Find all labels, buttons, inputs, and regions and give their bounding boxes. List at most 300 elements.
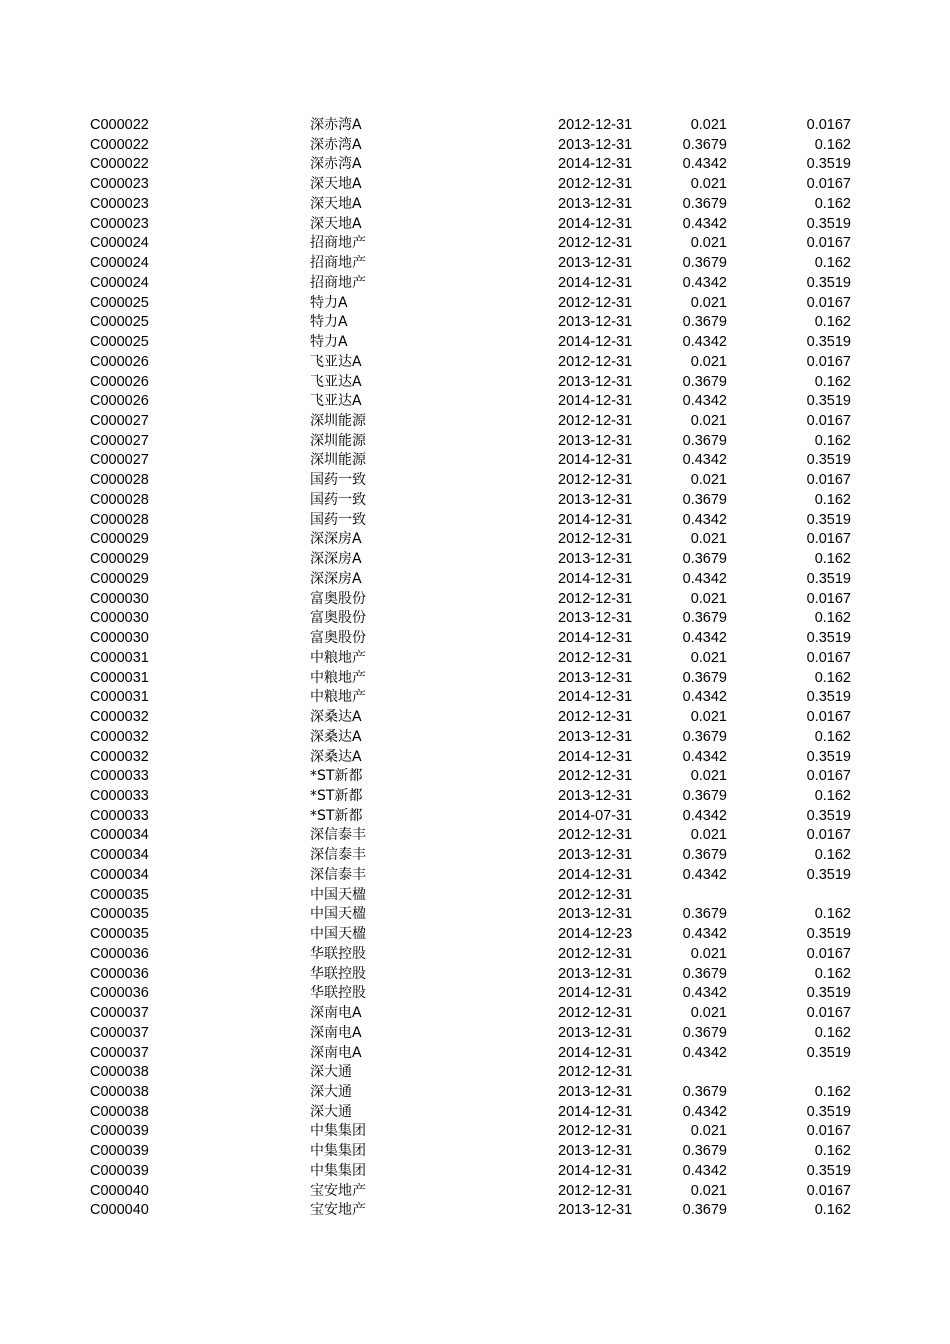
table-row xyxy=(0,1044,950,1064)
value-2-cell: 0.0167 xyxy=(806,827,851,844)
value-1-cell: 0.021 xyxy=(690,472,727,489)
stock-name-cell: 深桑达A xyxy=(310,748,362,765)
table-row xyxy=(0,294,950,314)
report-date-cell: 2013-12-31 xyxy=(558,787,633,804)
stock-name-cell: *ST新都 xyxy=(310,787,363,804)
value-1-cell: 0.021 xyxy=(690,709,727,726)
value-1-cell: 0.4342 xyxy=(682,689,727,706)
stock-code-cell: C000034 xyxy=(90,847,149,864)
stock-code-cell: C000024 xyxy=(90,235,149,252)
stock-code-cell: C000038 xyxy=(90,1103,149,1120)
value-2-cell: 0.3519 xyxy=(806,393,851,410)
report-date-cell: 2014-12-31 xyxy=(558,689,633,706)
report-date-cell: 2013-12-31 xyxy=(558,432,633,449)
table-row xyxy=(0,905,950,925)
value-1-cell: 0.021 xyxy=(690,590,727,607)
report-date-cell: 2014-12-31 xyxy=(558,748,633,765)
table-row xyxy=(0,866,950,886)
value-2-cell: 0.0167 xyxy=(806,1123,851,1140)
value-1-cell: 0.4342 xyxy=(682,156,727,173)
value-1-cell: 0.4342 xyxy=(682,985,727,1002)
report-date-cell: 2012-12-31 xyxy=(558,768,633,785)
value-1-cell: 0.3679 xyxy=(682,906,727,923)
value-1-cell: 0.4342 xyxy=(682,274,727,291)
table-row xyxy=(0,274,950,294)
value-1-cell: 0.4342 xyxy=(682,570,727,587)
value-2-cell: 0.3519 xyxy=(806,1103,851,1120)
stock-name-cell: 深南电A xyxy=(310,1044,362,1061)
stock-name-cell: 中粮地产 xyxy=(310,649,366,666)
value-1-cell: 0.021 xyxy=(690,649,727,666)
value-1-cell: 0.021 xyxy=(690,176,727,193)
table-row xyxy=(0,1142,950,1162)
table-row xyxy=(0,748,950,768)
value-2-cell: 0.3519 xyxy=(806,630,851,647)
report-date-cell: 2012-12-31 xyxy=(558,649,633,666)
stock-name-cell: 深大通 xyxy=(310,1064,352,1081)
report-date-cell: 2013-12-31 xyxy=(558,906,633,923)
stock-code-cell: C000030 xyxy=(90,590,149,607)
stock-code-cell: C000023 xyxy=(90,176,149,193)
stock-name-cell: 中集集团 xyxy=(310,1162,366,1179)
report-date-cell: 2012-12-31 xyxy=(558,117,633,133)
table-row xyxy=(0,984,950,1004)
report-date-cell: 2014-12-31 xyxy=(558,393,633,410)
stock-code-cell: C000040 xyxy=(90,1182,149,1199)
report-date-cell: 2014-12-31 xyxy=(558,452,633,469)
table-row xyxy=(0,688,950,708)
stock-name-cell: 深桑达A xyxy=(310,709,362,726)
report-date-cell: 2014-12-31 xyxy=(558,570,633,587)
report-date-cell: 2013-12-31 xyxy=(558,551,633,568)
value-2-cell: 0.3519 xyxy=(806,570,851,587)
stock-name-cell: 深深房A xyxy=(310,551,362,568)
value-2-cell: 0.162 xyxy=(814,373,851,390)
value-1-cell: 0.4342 xyxy=(682,1044,727,1061)
value-1-cell: 0.021 xyxy=(690,827,727,844)
stock-name-cell: 深信泰丰 xyxy=(310,866,366,883)
value-1-cell: 0.021 xyxy=(690,1005,727,1022)
stock-name-cell: 特力A xyxy=(310,294,348,311)
value-1-cell: 0.021 xyxy=(690,1182,727,1199)
report-date-cell: 2013-12-31 xyxy=(558,373,633,390)
report-date-cell: 2013-12-31 xyxy=(558,314,633,331)
stock-code-cell: C000037 xyxy=(90,1024,149,1041)
value-2-cell: 0.0167 xyxy=(806,1182,851,1199)
table-row xyxy=(0,353,950,373)
value-1-cell: 0.4342 xyxy=(682,807,727,824)
table-row xyxy=(0,1103,950,1123)
report-date-cell: 2012-12-31 xyxy=(558,945,633,962)
value-1-cell: 0.4342 xyxy=(682,866,727,883)
stock-code-cell: C000029 xyxy=(90,551,149,568)
value-1-cell: 0.4342 xyxy=(682,926,727,943)
value-1-cell: 0.3679 xyxy=(682,1143,727,1160)
stock-name-cell: 富奥股份 xyxy=(310,630,366,647)
table-row xyxy=(0,412,950,432)
value-2-cell: 0.0167 xyxy=(806,1005,851,1022)
stock-code-cell: C000034 xyxy=(90,827,149,844)
stock-name-cell: *ST新都 xyxy=(310,807,363,824)
table-row xyxy=(0,787,950,807)
stock-name-cell: 国药一致 xyxy=(310,491,366,508)
stock-code-cell: C000032 xyxy=(90,728,149,745)
table-row xyxy=(0,1201,950,1221)
table-row xyxy=(0,1024,950,1044)
report-date-cell: 2013-12-31 xyxy=(558,491,633,508)
table-row xyxy=(0,136,950,156)
value-1-cell: 0.4342 xyxy=(682,1103,727,1120)
value-1-cell: 0.021 xyxy=(690,413,727,430)
report-date-cell: 2012-12-31 xyxy=(558,1182,633,1199)
value-1-cell: 0.3679 xyxy=(682,787,727,804)
table-row xyxy=(0,116,950,136)
stock-code-cell: C000026 xyxy=(90,373,149,390)
stock-code-cell: C000033 xyxy=(90,807,149,824)
report-date-cell: 2014-12-31 xyxy=(558,1162,633,1179)
report-date-cell: 2013-12-31 xyxy=(558,255,633,272)
stock-code-cell: C000032 xyxy=(90,709,149,726)
value-1-cell: 0.4342 xyxy=(682,511,727,528)
value-2-cell: 0.3519 xyxy=(806,511,851,528)
value-2-cell: 0.162 xyxy=(814,491,851,508)
stock-name-cell: 国药一致 xyxy=(310,511,366,528)
value-2-cell: 0.3519 xyxy=(806,985,851,1002)
report-date-cell: 2012-12-31 xyxy=(558,1064,633,1081)
data-table xyxy=(0,116,950,1221)
value-1-cell: 0.3679 xyxy=(682,1083,727,1100)
value-2-cell: 0.162 xyxy=(814,1083,851,1100)
value-2-cell: 0.3519 xyxy=(806,807,851,824)
report-date-cell: 2012-12-31 xyxy=(558,827,633,844)
table-row xyxy=(0,333,950,353)
stock-code-cell: C000022 xyxy=(90,156,149,173)
stock-name-cell: 飞亚达A xyxy=(310,373,362,390)
stock-name-cell: 中国天楹 xyxy=(310,886,366,903)
value-1-cell: 0.3679 xyxy=(682,195,727,212)
report-date-cell: 2013-12-31 xyxy=(558,965,633,982)
stock-name-cell: 深圳能源 xyxy=(310,452,366,469)
report-date-cell: 2013-12-31 xyxy=(558,610,633,627)
value-1-cell: 0.3679 xyxy=(682,491,727,508)
stock-name-cell: 宝安地产 xyxy=(310,1182,366,1199)
stock-code-cell: C000031 xyxy=(90,669,149,686)
value-2-cell: 0.0167 xyxy=(806,590,851,607)
value-2-cell: 0.0167 xyxy=(806,353,851,370)
stock-code-cell: C000028 xyxy=(90,491,149,508)
report-date-cell: 2013-12-31 xyxy=(558,195,633,212)
report-date-cell: 2013-12-31 xyxy=(558,1143,633,1160)
stock-code-cell: C000036 xyxy=(90,945,149,962)
value-1-cell: 0.021 xyxy=(690,117,727,133)
stock-code-cell: C000031 xyxy=(90,689,149,706)
table-row xyxy=(0,491,950,511)
stock-code-cell: C000026 xyxy=(90,393,149,410)
value-2-cell: 0.162 xyxy=(814,1202,851,1219)
table-row xyxy=(0,629,950,649)
stock-name-cell: 深大通 xyxy=(310,1103,352,1120)
table-row xyxy=(0,432,950,452)
table-row xyxy=(0,550,950,570)
stock-name-cell: 飞亚达A xyxy=(310,353,362,370)
stock-code-cell: C000027 xyxy=(90,452,149,469)
stock-code-cell: C000035 xyxy=(90,926,149,943)
value-2-cell: 0.0167 xyxy=(806,294,851,311)
stock-name-cell: 宝安地产 xyxy=(310,1202,366,1219)
value-1-cell: 0.021 xyxy=(690,294,727,311)
value-2-cell: 0.0167 xyxy=(806,235,851,252)
value-1-cell: 0.021 xyxy=(690,235,727,252)
stock-code-cell: C000033 xyxy=(90,768,149,785)
stock-name-cell: 招商地产 xyxy=(310,235,366,252)
value-2-cell: 0.162 xyxy=(814,1143,851,1160)
stock-code-cell: C000026 xyxy=(90,353,149,370)
value-2-cell: 0.3519 xyxy=(806,866,851,883)
stock-code-cell: C000037 xyxy=(90,1044,149,1061)
table-row xyxy=(0,649,950,669)
value-1-cell: 0.3679 xyxy=(682,965,727,982)
value-1-cell: 0.4342 xyxy=(682,215,727,232)
table-row xyxy=(0,530,950,550)
value-2-cell: 0.0167 xyxy=(806,117,851,133)
report-date-cell: 2014-12-31 xyxy=(558,985,633,1002)
report-date-cell: 2013-12-31 xyxy=(558,728,633,745)
stock-code-cell: C000037 xyxy=(90,1005,149,1022)
stock-code-cell: C000038 xyxy=(90,1083,149,1100)
table-row xyxy=(0,1063,950,1083)
stock-code-cell: C000029 xyxy=(90,570,149,587)
table-row xyxy=(0,451,950,471)
table-row xyxy=(0,1122,950,1142)
stock-code-cell: C000023 xyxy=(90,195,149,212)
report-date-cell: 2012-12-31 xyxy=(558,176,633,193)
table-row xyxy=(0,234,950,254)
table-row xyxy=(0,254,950,274)
value-2-cell: 0.162 xyxy=(814,906,851,923)
table-row xyxy=(0,767,950,787)
report-date-cell: 2012-12-31 xyxy=(558,531,633,548)
report-date-cell: 2012-12-31 xyxy=(558,353,633,370)
stock-code-cell: C000035 xyxy=(90,906,149,923)
table-row xyxy=(0,886,950,906)
table-row xyxy=(0,313,950,333)
value-1-cell: 0.3679 xyxy=(682,314,727,331)
table-row xyxy=(0,373,950,393)
table-row xyxy=(0,471,950,491)
value-2-cell: 0.0167 xyxy=(806,768,851,785)
report-date-cell: 2013-12-31 xyxy=(558,136,633,153)
value-1-cell: 0.021 xyxy=(690,1123,727,1140)
value-2-cell: 0.162 xyxy=(814,551,851,568)
value-2-cell: 0.162 xyxy=(814,669,851,686)
stock-name-cell: *ST新都 xyxy=(310,768,363,785)
value-2-cell: 0.0167 xyxy=(806,413,851,430)
stock-name-cell: 特力A xyxy=(310,314,348,331)
stock-code-cell: C000022 xyxy=(90,136,149,153)
stock-code-cell: C000035 xyxy=(90,886,149,903)
stock-code-cell: C000029 xyxy=(90,531,149,548)
report-date-cell: 2014-12-31 xyxy=(558,866,633,883)
stock-name-cell: 深圳能源 xyxy=(310,432,366,449)
stock-code-cell: C000030 xyxy=(90,630,149,647)
stock-name-cell: 招商地产 xyxy=(310,255,366,272)
value-2-cell: 0.162 xyxy=(814,136,851,153)
value-1-cell: 0.3679 xyxy=(682,551,727,568)
report-date-cell: 2013-12-31 xyxy=(558,847,633,864)
stock-name-cell: 深信泰丰 xyxy=(310,827,366,844)
stock-code-cell: C000036 xyxy=(90,965,149,982)
stock-code-cell: C000039 xyxy=(90,1162,149,1179)
report-date-cell: 2013-12-31 xyxy=(558,1024,633,1041)
stock-code-cell: C000024 xyxy=(90,274,149,291)
value-1-cell: 0.4342 xyxy=(682,748,727,765)
stock-name-cell: 飞亚达A xyxy=(310,393,362,410)
table-row xyxy=(0,945,950,965)
value-2-cell: 0.0167 xyxy=(806,472,851,489)
stock-name-cell: 特力A xyxy=(310,334,348,351)
stock-code-cell: C000031 xyxy=(90,649,149,666)
value-1-cell: 0.3679 xyxy=(682,728,727,745)
stock-name-cell: 中粮地产 xyxy=(310,669,366,686)
value-1-cell: 0.4342 xyxy=(682,1162,727,1179)
stock-name-cell: 深天地A xyxy=(310,215,362,232)
value-1-cell: 0.3679 xyxy=(682,847,727,864)
value-2-cell: 0.0167 xyxy=(806,176,851,193)
value-2-cell: 0.162 xyxy=(814,847,851,864)
table-row xyxy=(0,511,950,531)
value-1-cell: 0.4342 xyxy=(682,334,727,351)
table-row xyxy=(0,846,950,866)
report-date-cell: 2014-07-31 xyxy=(558,807,633,824)
stock-code-cell: C000028 xyxy=(90,472,149,489)
stock-code-cell: C000038 xyxy=(90,1064,149,1081)
stock-code-cell: C000030 xyxy=(90,610,149,627)
value-1-cell: 0.3679 xyxy=(682,610,727,627)
value-1-cell: 0.4342 xyxy=(682,393,727,410)
table-row xyxy=(0,728,950,748)
stock-name-cell: 深大通 xyxy=(310,1083,352,1100)
table-row xyxy=(0,1162,950,1182)
value-2-cell: 0.3519 xyxy=(806,156,851,173)
report-date-cell: 2014-12-31 xyxy=(558,511,633,528)
value-2-cell: 0.162 xyxy=(814,728,851,745)
value-1-cell: 0.021 xyxy=(690,353,727,370)
value-2-cell: 0.3519 xyxy=(806,748,851,765)
value-2-cell: 0.162 xyxy=(814,965,851,982)
value-1-cell: 0.021 xyxy=(690,531,727,548)
stock-name-cell: 深南电A xyxy=(310,1024,362,1041)
table-row xyxy=(0,175,950,195)
report-date-cell: 2013-12-31 xyxy=(558,1083,633,1100)
value-2-cell: 0.0167 xyxy=(806,649,851,666)
stock-name-cell: 深圳能源 xyxy=(310,413,366,430)
table-row xyxy=(0,155,950,175)
table-row xyxy=(0,392,950,412)
report-date-cell: 2014-12-31 xyxy=(558,630,633,647)
value-2-cell: 0.3519 xyxy=(806,689,851,706)
value-2-cell: 0.162 xyxy=(814,610,851,627)
value-2-cell: 0.162 xyxy=(814,314,851,331)
value-1-cell: 0.3679 xyxy=(682,373,727,390)
stock-name-cell: 招商地产 xyxy=(310,274,366,291)
value-2-cell: 0.3519 xyxy=(806,215,851,232)
value-2-cell: 0.162 xyxy=(814,255,851,272)
value-2-cell: 0.0167 xyxy=(806,945,851,962)
stock-code-cell: C000025 xyxy=(90,314,149,331)
stock-code-cell: C000040 xyxy=(90,1202,149,1219)
stock-name-cell: 中国天楹 xyxy=(310,906,366,923)
value-1-cell: 0.3679 xyxy=(682,1202,727,1219)
report-date-cell: 2012-12-31 xyxy=(558,590,633,607)
stock-name-cell: 国药一致 xyxy=(310,472,366,489)
report-date-cell: 2012-12-31 xyxy=(558,472,633,489)
report-date-cell: 2014-12-31 xyxy=(558,215,633,232)
report-date-cell: 2013-12-31 xyxy=(558,1202,633,1219)
table-row xyxy=(0,215,950,235)
value-2-cell: 0.3519 xyxy=(806,274,851,291)
value-1-cell: 0.021 xyxy=(690,768,727,785)
value-2-cell: 0.3519 xyxy=(806,1162,851,1179)
stock-name-cell: 深深房A xyxy=(310,531,362,548)
stock-code-cell: C000025 xyxy=(90,294,149,311)
stock-name-cell: 中集集团 xyxy=(310,1123,366,1140)
value-2-cell: 0.3519 xyxy=(806,1044,851,1061)
value-2-cell: 0.162 xyxy=(814,195,851,212)
stock-name-cell: 深南电A xyxy=(310,1005,362,1022)
table-row xyxy=(0,826,950,846)
stock-name-cell: 深桑达A xyxy=(310,728,362,745)
stock-name-cell: 深赤湾A xyxy=(310,136,362,153)
table-row xyxy=(0,570,950,590)
value-2-cell: 0.3519 xyxy=(806,926,851,943)
value-1-cell: 0.4342 xyxy=(682,630,727,647)
value-1-cell: 0.3679 xyxy=(682,669,727,686)
table-row xyxy=(0,925,950,945)
value-1-cell: 0.021 xyxy=(690,945,727,962)
report-date-cell: 2014-12-23 xyxy=(558,926,633,943)
stock-name-cell: 富奥股份 xyxy=(310,590,366,607)
stock-code-cell: C000024 xyxy=(90,255,149,272)
stock-name-cell: 深赤湾A xyxy=(310,156,362,173)
value-2-cell: 0.3519 xyxy=(806,334,851,351)
value-2-cell: 0.162 xyxy=(814,432,851,449)
table-row xyxy=(0,1004,950,1024)
value-2-cell: 0.0167 xyxy=(806,709,851,726)
stock-name-cell: 中粮地产 xyxy=(310,689,366,706)
report-date-cell: 2012-12-31 xyxy=(558,1005,633,1022)
table-row xyxy=(0,195,950,215)
stock-code-cell: C000032 xyxy=(90,748,149,765)
stock-code-cell: C000027 xyxy=(90,413,149,430)
value-2-cell: 0.0167 xyxy=(806,531,851,548)
report-date-cell: 2012-12-31 xyxy=(558,294,633,311)
stock-name-cell: 中国天楹 xyxy=(310,926,366,943)
report-date-cell: 2012-12-31 xyxy=(558,235,633,252)
stock-code-cell: C000034 xyxy=(90,866,149,883)
stock-code-cell: C000022 xyxy=(90,117,149,133)
value-1-cell: 0.3679 xyxy=(682,255,727,272)
stock-code-cell: C000027 xyxy=(90,432,149,449)
stock-code-cell: C000023 xyxy=(90,215,149,232)
table-row xyxy=(0,1083,950,1103)
stock-name-cell: 深天地A xyxy=(310,195,362,212)
stock-code-cell: C000028 xyxy=(90,511,149,528)
table-row xyxy=(0,807,950,827)
report-date-cell: 2014-12-31 xyxy=(558,334,633,351)
stock-name-cell: 深赤湾A xyxy=(310,117,362,133)
report-date-cell: 2012-12-31 xyxy=(558,1123,633,1140)
value-1-cell: 0.4342 xyxy=(682,452,727,469)
